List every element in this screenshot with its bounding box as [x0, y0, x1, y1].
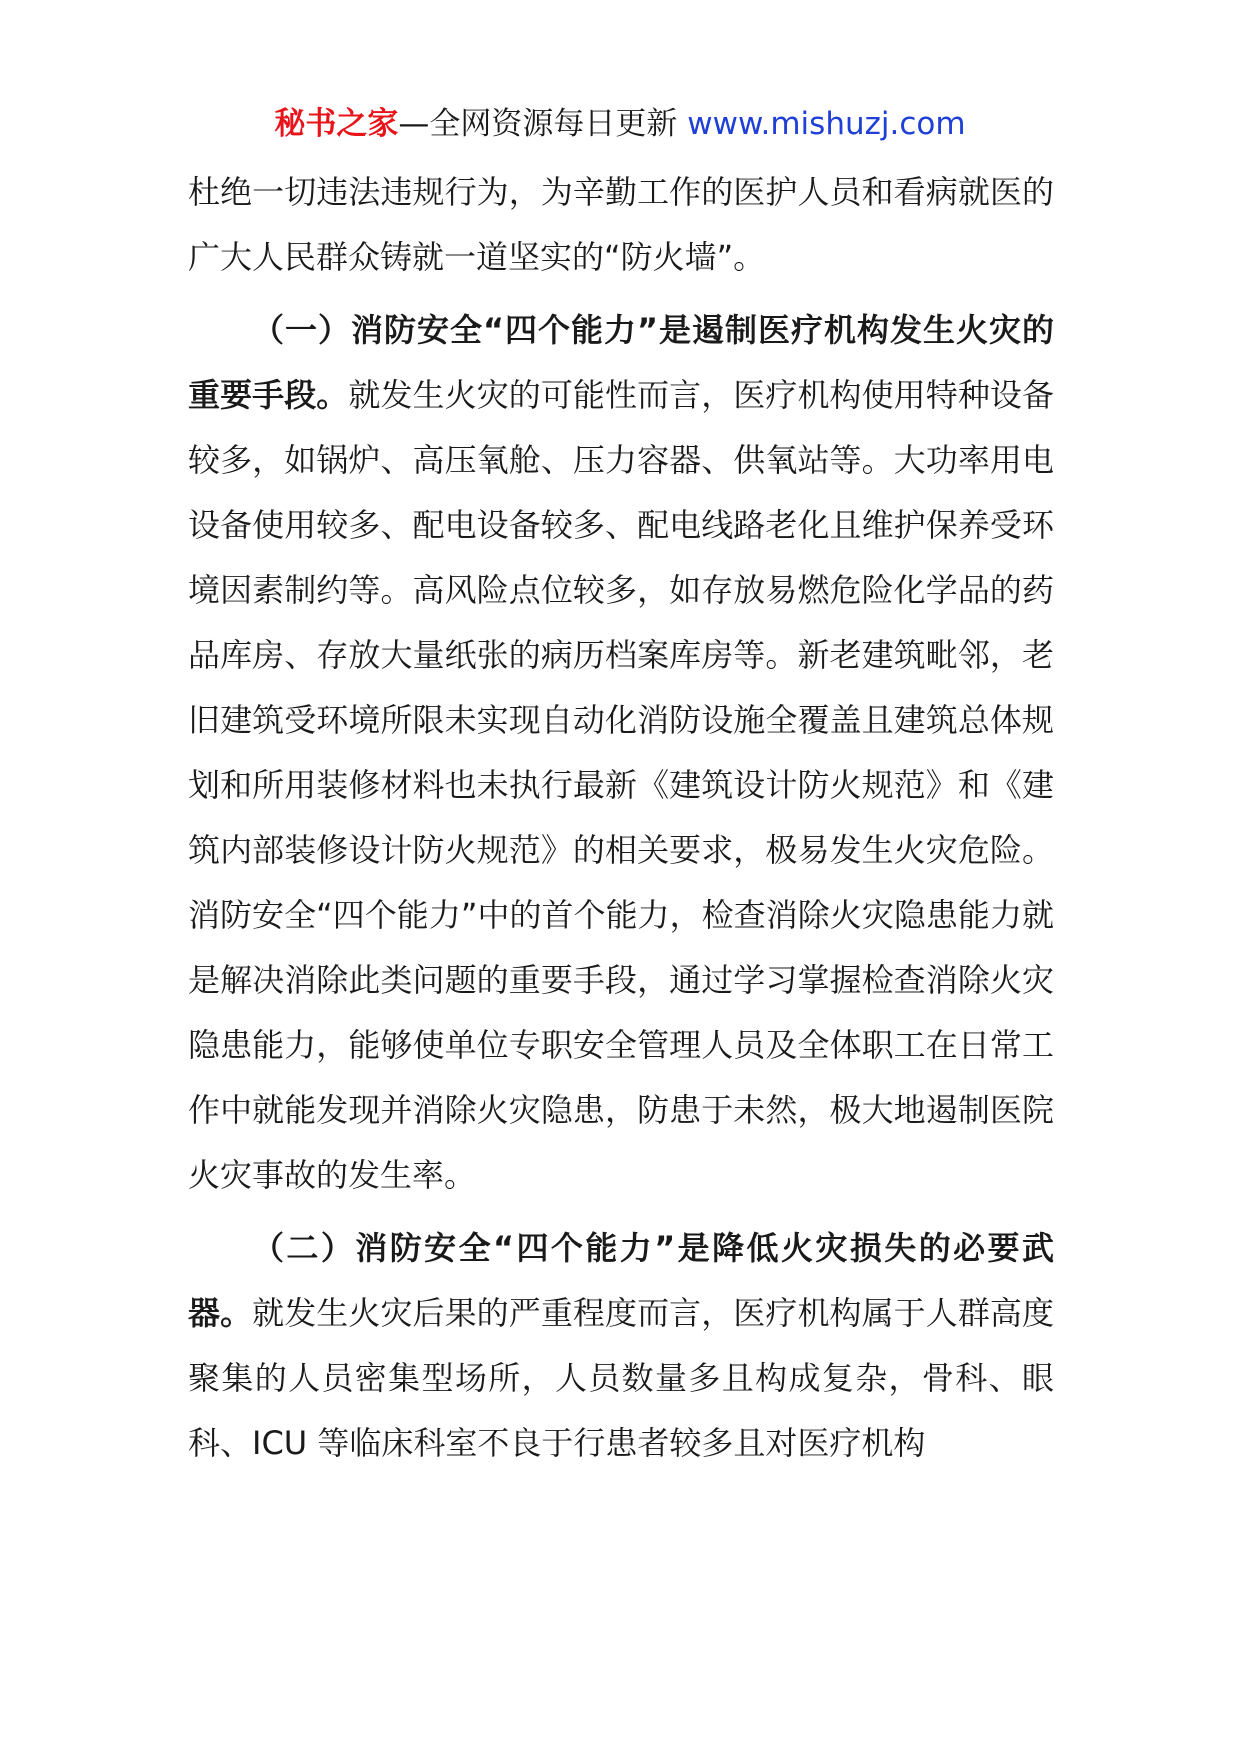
- site-brand: 秘书之家: [274, 106, 399, 142]
- site-header: [0, 102, 1240, 146]
- document-body: [188, 160, 1054, 1476]
- site-url[interactable]: www.mishuzj.com: [687, 106, 966, 142]
- paragraph-text: 就发生火灾的可能性而言，医疗机构使用特种设备较多，如锅炉、高压氧舱、压力容器、供氧站等。大功率用电设备使用较多、配电设备较多、配电线路老化且维护保养受环境因素制约等。高风险点位较多，如存放易燃危险化学品的药品库房、存放大量纸张的病历档案库房等。新老建筑毗邻，老旧建筑受环境所限未实现自动化消防设施全覆盖且建筑总体规划和所用装修材料也未执行最新《建筑设计防火规范》和《建筑内部装修设计防火规范》的相关要求，极易发生火灾危险。消防安全“四个能力”中的首个能力，检查消除火灾隐患能力就是解决消除此类问题的重要手段，通过学习掌握检查消除火灾隐患能力，能够使单位专职安全管理人员及全体职工在日常工作中就能发现并消除火灾隐患，防患于未然，极大地遏制医院火灾事故的发生率。: [188, 376, 1054, 1194]
- paragraph-text: 就发生火灾后果的严重程度而言，医疗机构属于人群高度聚集的人员密集型场所，人员数量多且构成复杂，骨科、眼科、ICU 等临床科室不良于行患者较多且对医疗机构: [188, 1294, 1054, 1462]
- section-heading-1: （一）消防安全“四个能力”是遏制医疗机构发生火灾的重要手段。: [188, 311, 1054, 414]
- paragraph-text: 杜绝一切违法违规行为，为辛勤工作的医护人员和看病就医的广大人民群众铸就一道坚实的“防火墙”。: [188, 173, 1054, 276]
- site-tagline: —全网资源每日更新: [398, 106, 688, 142]
- paragraph-continuation: [188, 160, 1054, 290]
- paragraph-section-2: [188, 1216, 1054, 1476]
- section-heading-2: （二）消防安全“四个能力”是降低火灾损失的必要武器。: [188, 1229, 1054, 1332]
- paragraph-section-1: [188, 298, 1054, 1208]
